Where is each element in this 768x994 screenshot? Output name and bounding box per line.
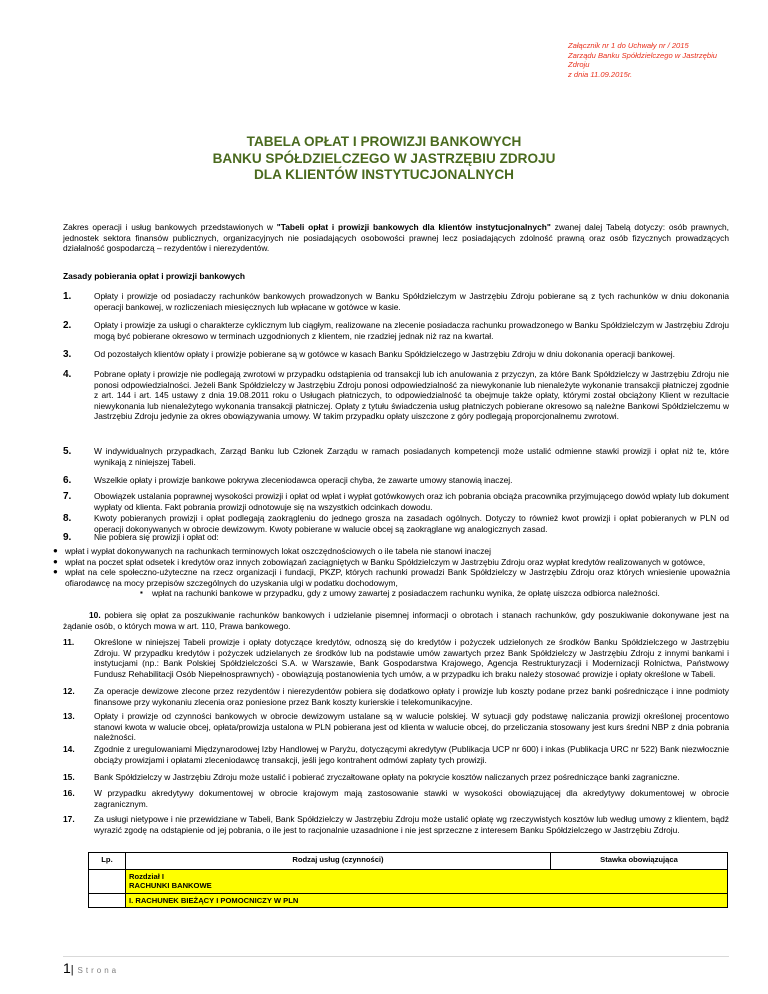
rule-number: 8. <box>63 513 72 524</box>
title-line: DLA KLIENTÓW INSTYTUCJONALNYCH <box>253 167 515 182</box>
rule-text: Za operacje dewizowe zlecone przez rezydentów i nierezydentów pobiera się dodatkowo opłaty i prowizje lub koszty podane przez banki pośredniczące i inne podmioty finansowe przy wykonaniu zlecenia oraz poniesione przez Bank koszty kurierskie i telekomunikacyjne. <box>94 686 729 707</box>
list-item <box>52 546 730 557</box>
rule-item <box>63 491 729 512</box>
intro-paragraph <box>63 222 729 254</box>
rule-item <box>63 291 729 312</box>
rule-item <box>63 532 729 543</box>
rule-text: W indywidualnych przypadkach, Zarząd Banku lub Członek Zarządu w ramach posiadanych kompetencji może ustalić odmienne stawki prowizji i opłat niż te, które wynikają z niniejszej Tabeli. <box>94 446 729 467</box>
document-title <box>0 134 768 184</box>
bullet-icon: ● <box>53 556 58 566</box>
rule-number: 7. <box>63 491 72 502</box>
rule-item-10 <box>63 610 729 631</box>
annex-line: z dnia 11.09.2015r. <box>568 70 633 80</box>
footer-divider <box>63 956 729 957</box>
table-cell <box>89 870 126 894</box>
table-header-lp: Lp. <box>89 853 126 870</box>
rule-text: Pobrane opłaty i prowizje nie podlegają zwrotowi w przypadku odstąpienia od transakcji lub ich anulowania z przyczyn, za które Bank Spółdzielczy w Jastrzębiu Zdroju nie ponosi odpowiedzialności. Jeżeli Bank Spółdzielczy w Jastrzębiu Zdroju ponosi odpowiedzialność za niewykonanie lub nienależyte wykonanie transakcji płatniczej zgodnie z art. 144 i art. 145 ustawy z dnia 19.08.2011 roku o Usługach płatniczych, to odpowiedzialność ta obejmuje także opłaty, którymi został obciążony Klient w rezultacie niewykonania lub nienależytego wykonania transakcji płatniczej. Opłaty z tytułu świadczenia usług płatniczych pobierane okresowo są należne Bankowi Spółdzielczemu w Jastrzębiu Zdroju jedynie za okres obowiązywania umowy. W takim przypadku opłaty uiszczone z góry podlegają proporcjonalnemu zwrotowi. <box>94 369 729 421</box>
intro-text: zwanej dalej Tabelą dotyczy: osób prawnych, jednostek sektora finansów publicznych, organizacyjnych nie posiadających osobowości prawnej lecz posiadających zdolność prawną oraz osób fizycznych prowadzących działalność gospodarczą – rezydentów i nierezydentów. <box>63 222 729 253</box>
rule-number: 13. <box>63 711 75 721</box>
rule-text: Opłaty i prowizje od czynności bankowych w obrocie dewizowym ustalane są w walucie polskiej. W sytuacji gdy podstawę naliczania prowizji określonej procentowo stanowi kwota w walucie obcej, opłata/prowizja ustalona w PLN pobierana jest od klienta w walucie obcej, do przeliczania stosowany jest kurs średni NBP z dnia pobrania należności. <box>94 711 729 742</box>
table-header-row <box>89 853 728 870</box>
section-subtitle: RACHUNKI BANKOWE <box>129 881 212 891</box>
rule-item <box>63 788 729 809</box>
section-title: Rozdział I <box>129 872 165 881</box>
page-number: 1 <box>63 960 71 976</box>
intro-text: Zakres operacji i usług bankowych przedstawionych w <box>63 222 277 232</box>
rule-item <box>63 513 729 534</box>
rule-item <box>63 814 729 835</box>
rule-item <box>63 475 729 486</box>
list-item <box>52 557 730 568</box>
list-item-text: wpłat i wypłat dokonywanych na rachunkach terminowych lokat oszczędnościowych o ile tabela nie stanowi inaczej <box>65 546 491 556</box>
annex-line: Zarządu Banku Spółdzielczego w Jastrzębiu <box>568 50 718 60</box>
rule-number: 3. <box>63 349 72 360</box>
rule-number: 16. <box>63 788 75 798</box>
rule-text: Opłaty i prowizje za usługi o charakterze cyklicznym lub ciągłym, realizowane na zlecenie posiadacza rachunku prowadzonego w Banku Spółdzielczym w Jastrzębiu Zdroju mogą być pobierane okresowo w terminach uzgodnionych z klientem, nie rzadziej jednak niż raz na kwartał. <box>94 320 729 341</box>
table-header-rate: Stawka obowiązująca <box>551 853 728 870</box>
rule-text: Opłaty i prowizje od posiadaczy rachunków bankowych prowadzonych w Banku Spółdzielczym w Jastrzębiu Zdroju pobierane są z tych rachunków w dniu dokonania operacji bankowej, w rozliczeniach miesięcznych lub wpłacane w gotówce w kasie. <box>94 291 729 312</box>
rule-text: pobiera się opłat za poszukiwanie rachunków bankowych i udzielanie pisemnej informacji o obrotach i stanach rachunków, gdy poszukiwanie dokonywane jest na żądanie osób, o których mowa w art. 110, Prawa bankowego. <box>63 610 729 631</box>
table-row <box>89 893 728 907</box>
list-item-text: wpłat na cele społeczno-użyteczne na rzecz organizacji i fundacji, PKZP, których rachunki prowadzi Bank Spółdzielczy w Jastrzębiu Zdroju oraz których wniesienie upoważnia ofiarodawcę na mocy przepisów szczególnych do uzyskania ulgi w podatku dochodowym, <box>65 567 730 588</box>
page-footer <box>63 960 119 978</box>
rule-number: 14. <box>63 744 75 754</box>
list-item <box>52 588 730 599</box>
rule-number: 1. <box>63 291 72 302</box>
fee-table <box>88 852 728 908</box>
rule-text: Bank Spółdzielczy w Jastrzębiu Zdroju może ustalić i pobierać zryczałtowane opłaty na pokrycie kosztów naliczanych przez pośredniczące banki zagraniczne. <box>94 772 680 782</box>
rule-text: Od pozostałych klientów opłaty i prowizje pobierane są w gotówce w kasach Banku Spółdzielczego w Jastrzębiu Zdroju w dniu dokonania operacji bankowej. <box>94 349 675 359</box>
rule-item <box>63 686 729 707</box>
rule-number: 11. <box>63 637 75 647</box>
rule-text: Określone w niniejszej Tabeli prowizje i opłaty dotyczące kredytów, odnoszą się do kredytów i pożyczek udzielonych ze środków Banku Spółdzielczego w Jastrzębiu Zdroju. W przypadku kredytów i pożyczek udzielanych ze środków lub na podstawie umów zawartych przez Bank Spółdzielczy w Jastrzębiu Zdroju z innymi bankami i instytucjami (np.: Bank Polskiej Spółdzielczości S.A. w Warszawie, Bank Gospodarstwa Krajowego, Agencja Restrukturyzacji i Modernizacji Rolnictwa, Państwowy Fundusz Rehabilitacji Osób Niepełnosprawnych) - obowiązują postanowienia tych umów, a w przypadku ich braku należy stosować prowizje i opłaty określone w Tabeli. <box>94 637 729 679</box>
subsection-cell: I. RACHUNEK BIEŻĄCY I POMOCNICZY W PLN <box>126 893 728 907</box>
bullet-icon: ▪ <box>140 588 143 597</box>
rule-number: 2. <box>63 320 72 331</box>
list-item-text: wpłat na rachunki bankowe w przypadku, gdy z umowy zawartej z posiadaczem rachunku wynika, że opłatę uiszcza odbiorca należności. <box>152 588 660 598</box>
rule-item <box>63 369 729 422</box>
rule-item <box>63 711 729 743</box>
rule-number: 17. <box>63 814 75 824</box>
bullet-icon: ● <box>53 567 58 576</box>
rule-item <box>63 320 729 341</box>
rule-text: W przypadku akredytywy dokumentowej w obrocie krajowym mają zastosowanie stawki w wysokości obowiązującej dla akredytywy dokumentowej w obrocie zagranicznym. <box>94 788 729 809</box>
rule-text: Kwoty pobieranych prowizji i opłat podlegają zaokrągleniu do jednego grosza na zasadach ogólnych. Dotyczy to również kwot prowizji i opłat pobieranych w PLN od operacji dokonywanych w obrocie dewizowym. Kwoty pobierane w walucie obcej są zaokrąglane wg analogicznych zasad. <box>94 513 729 534</box>
section-cell <box>126 870 728 894</box>
annex-note <box>568 41 728 80</box>
intro-bold-text: "Tabeli opłat i prowizji bankowych dla klientów instytucjonalnych" <box>276 222 551 232</box>
table-row <box>89 870 728 894</box>
table-header-service: Rodzaj usług (czynności) <box>126 853 551 870</box>
rule-text: Nie pobiera się prowizji i opłat od: <box>94 532 219 542</box>
exemption-list <box>52 546 730 599</box>
rule-item <box>63 772 729 783</box>
rule-number: 10. <box>89 610 101 620</box>
bullet-icon: ● <box>53 546 58 555</box>
rule-item <box>63 744 729 765</box>
rule-number: 15. <box>63 772 75 782</box>
rule-item <box>63 349 729 360</box>
section-heading: Zasady pobierania opłat i prowizji bankowych <box>63 271 245 281</box>
rule-text: Obowiązek ustalania poprawnej wysokości prowizji i opłat od wpłat i wypłat gotówkowych oraz ich pobrania obciąża pracownika przyjmującego dowód wpłaty lub dokument wypłaty od klienta. Fakt pobrania prowizji odnotowuje się na wszystkich odcinkach dowodu. <box>94 491 729 512</box>
rule-number: 9. <box>63 532 72 543</box>
table-cell <box>89 893 126 907</box>
annex-line: Załącznik nr 1 do Uchwały nr / 2015 <box>568 41 689 50</box>
rule-text: Zgodnie z uregulowaniami Międzynarodowej Izby Handlowej w Paryżu, dotyczącymi akredytyw (Publikacja UCP nr 600) i inkas (Publikacja URC nr 522) Bank niezwłocznie obciąży prowizjami i opłatami zleceniodawcę transakcji, jeśli jego kontrahent odmówi zapłaty tych prowizji. <box>94 744 729 765</box>
list-item-text: wpłat na poczet spłat odsetek i kredytów oraz innych zobowiązań zaciągniętych w Banku Spółdzielczym w Jastrzębiu Zdroju oraz wypłat kredytów realizowanych w gotówce, <box>65 556 706 567</box>
title-line: TABELA OPŁAT I PROWIZJI BANKOWYCH <box>246 134 522 149</box>
rule-number: 5. <box>63 446 72 457</box>
rule-text: Za usługi nietypowe i nie przewidziane w Tabeli, Bank Spółdzielczy w Jastrzębiu Zdroju może ustalić opłatę wg rzeczywistych kosztów lub według umowy z klientem, bądź wyrazić zgodę na odstąpienie od jej pobrania, o ile jest to racjonalnie uzasadnione i nie jest sprzeczne z interesem Banku Spółdzielczego w Jastrzębiu Zdroju. <box>94 814 729 835</box>
rule-item <box>63 637 729 679</box>
list-item <box>52 567 730 588</box>
rule-number: 12. <box>63 686 75 696</box>
title-line: BANKU SPÓŁDZIELCZEGO W JASTRZĘBIU ZDROJU <box>212 150 556 166</box>
footer-label: Strona <box>77 966 120 975</box>
rule-item <box>63 446 729 467</box>
rule-number: 4. <box>63 369 72 380</box>
annex-line: Zdroju <box>568 60 590 70</box>
footer-separator: | <box>70 964 74 976</box>
rule-number: 6. <box>63 475 72 486</box>
rule-text: Wszelkie opłaty i prowizje bankowe pokrywa zleceniodawca operacji chyba, że zawarte umowy stanowią inaczej. <box>94 475 513 485</box>
